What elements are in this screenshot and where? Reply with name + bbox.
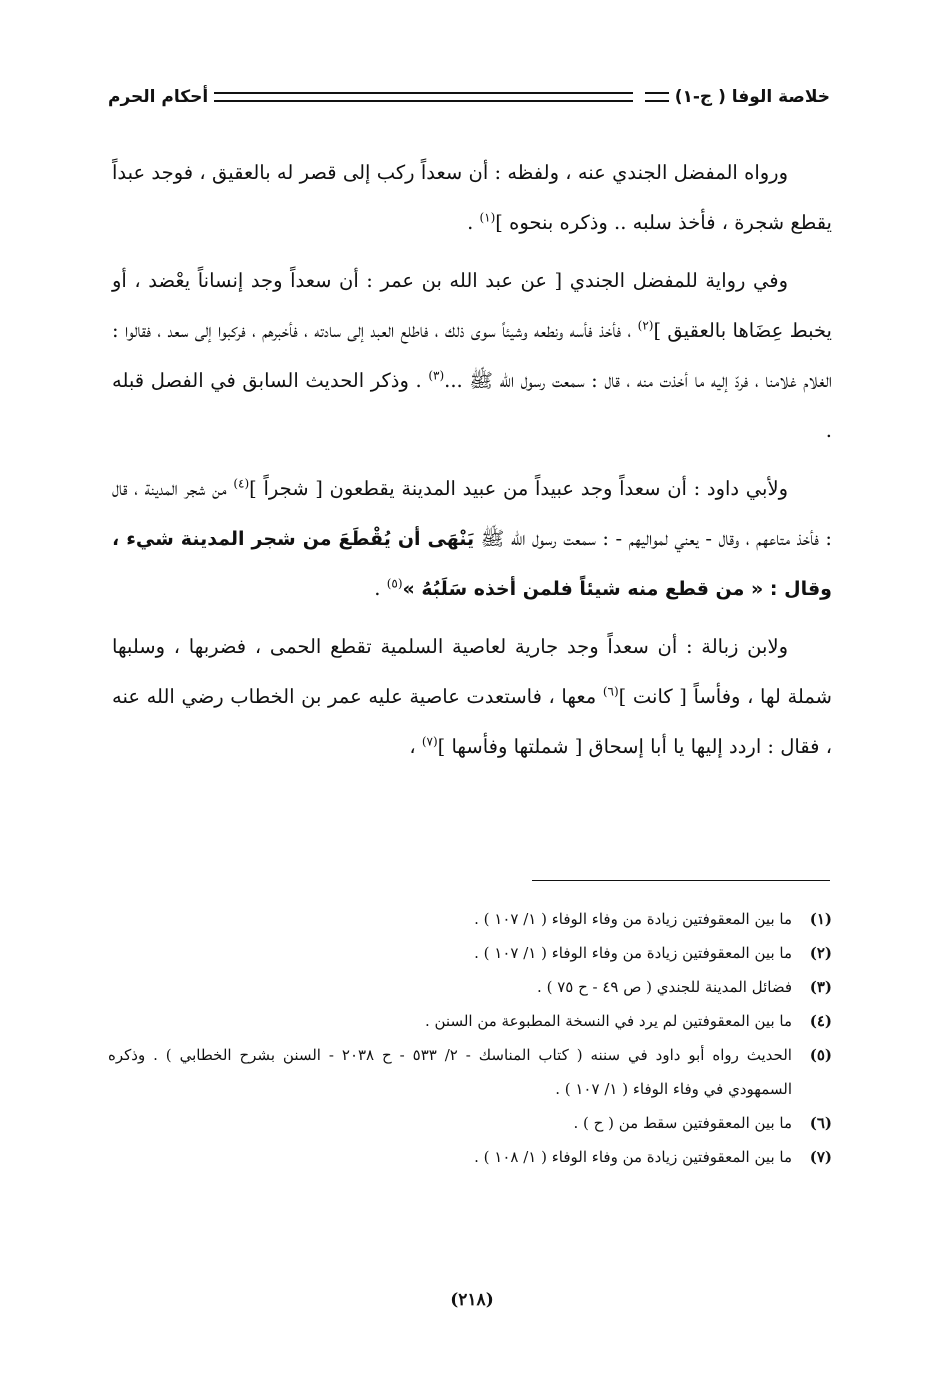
footnote <box>108 1004 832 1038</box>
footnote-number: (٦) <box>809 1114 832 1132</box>
main-text <box>112 148 832 780</box>
text-run: . وذكر الحديث السابق في الفصل قبله . <box>112 369 832 442</box>
footnote-ref: (٥) <box>386 576 403 591</box>
page-number: (٢١٨) <box>450 1290 494 1310</box>
footnote <box>108 1140 832 1174</box>
footnote-ref: (٤) <box>233 476 250 491</box>
footnotes <box>108 902 832 1174</box>
text-run: . <box>467 211 480 234</box>
footnote-separator <box>532 880 830 881</box>
text-run: ولأبي داود : أن سعداً وجد عبيداً من عبيد المدينة يقطعون [ شجراً ] <box>249 477 788 500</box>
footnote-text: ما بين المعقوفتين زيادة من وفاء الوفاء ( ١/ ١٠٧ ) . <box>474 910 792 928</box>
text-run: وفي رواية للمفضل الجندي [ عن عبد الله بن عمر : أن سعداً وجد إنساناً يعْضد ، أو يخبط عِضَاها بالعقيق ] <box>112 269 832 342</box>
header-book-title: خلاصة الوفا ( ج-١) <box>674 87 830 107</box>
footnote-ref: (٣) <box>428 368 445 383</box>
footnote-number: (٧) <box>809 1148 832 1166</box>
running-header <box>108 82 830 112</box>
text-run: معها ، فاستعدت عاصية عليه عمر بن الخطاب رضي الله عنه ، فقال : اردد إليها يا أبا إسحاق [ شملتها وفأسها ] <box>112 685 832 758</box>
paragraph <box>112 148 832 248</box>
footnote-text: ما بين المعقوفتين لم يرد في النسخة المطبوعة من السنن . <box>424 1012 792 1030</box>
footnote <box>108 902 832 936</box>
footnote-text: ما بين المعقوفتين زيادة من وفاء الوفاء ( ١/ ١٠٧ ) . <box>474 944 792 962</box>
hadith-quote: يَنْهَى أن يُقْطَعَ من شجر المدينة شيء ، وقال : « من قطع منه شيئاً فلمن أخذه سَلَبُهُ » <box>112 528 832 600</box>
paragraph <box>112 256 832 456</box>
footnote-text: ما بين المعقوفتين زيادة من وفاء الوفاء ( ١/ ١٠٨ ) . <box>474 1148 792 1166</box>
header-rule-short <box>645 92 669 102</box>
footnote-ref: (٢) <box>637 318 654 333</box>
header-section-title: أحكام الحرم <box>108 87 209 107</box>
footnote <box>108 970 832 1004</box>
paragraph <box>112 622 832 772</box>
text-run: ، <box>409 735 422 758</box>
footnote <box>108 1106 832 1140</box>
text-run: ولابن زبالة : أن سعداً وجد جارية لعاصية السلمية تقطع الحمى ، فضربها ، وسلبها شملة لها ، وفأساً [ كانت ] <box>112 635 832 708</box>
footnote-text: فضائل المدينة للجندي ( ص ٤٩ - ح ٧٥ ) . <box>537 978 792 996</box>
footnote-text: الحديث رواه أبو داود في سننه ( كتاب المناسك - ٢/ ٥٣٣ - ح ٢٠٣٨ - السنن بشرح الخطابي ) . وذكره السمهودي في وفاء الوفاء ( ١/ ١٠٧ ) . <box>108 1046 792 1098</box>
footnote-ref: (٦) <box>602 684 619 699</box>
footnote-number: (٥) <box>809 1046 832 1064</box>
text-run: ، فأخذ فأسه ونطعه وشيئاً سوى ذلك ، فاطلع العبد إلى سادته ، فأخبرهم ، فركبوا إلى سعد ، فقالوا : الغلام غلامنا ، فردّ إليه ما أخذت منه ، قال : سمعت رسول الله ﷺ ... <box>112 319 832 392</box>
footnote <box>108 936 832 970</box>
footnote-number: (١) <box>809 910 832 928</box>
footnote-number: (٣) <box>809 978 832 996</box>
footnote-text: ما بين المعقوفتين سقط من ( ح ) . <box>573 1114 792 1132</box>
footnote-number: (٤) <box>809 1012 832 1030</box>
footnote-ref: (٧) <box>421 734 438 749</box>
paragraph <box>112 464 832 614</box>
footnote-ref: (١) <box>479 210 496 225</box>
text-run: ورواه المفضل الجندي عنه ، ولفظه : أن سعداً ركب إلى قصر له بالعقيق ، فوجد عبداً يقطع شجرة ، فأخذ سلبه .. وذكره بنحوه ] <box>112 161 832 234</box>
text-run: . <box>374 577 387 600</box>
footnote <box>108 1038 832 1106</box>
footnote-number: (٢) <box>809 944 832 962</box>
text-run: من شجر المدينة ، قال : فأخذ متاعهم ، وقال - يعني لمواليهم - : سمعت رسول الله ﷺ <box>112 477 832 550</box>
header-rule <box>214 92 632 102</box>
